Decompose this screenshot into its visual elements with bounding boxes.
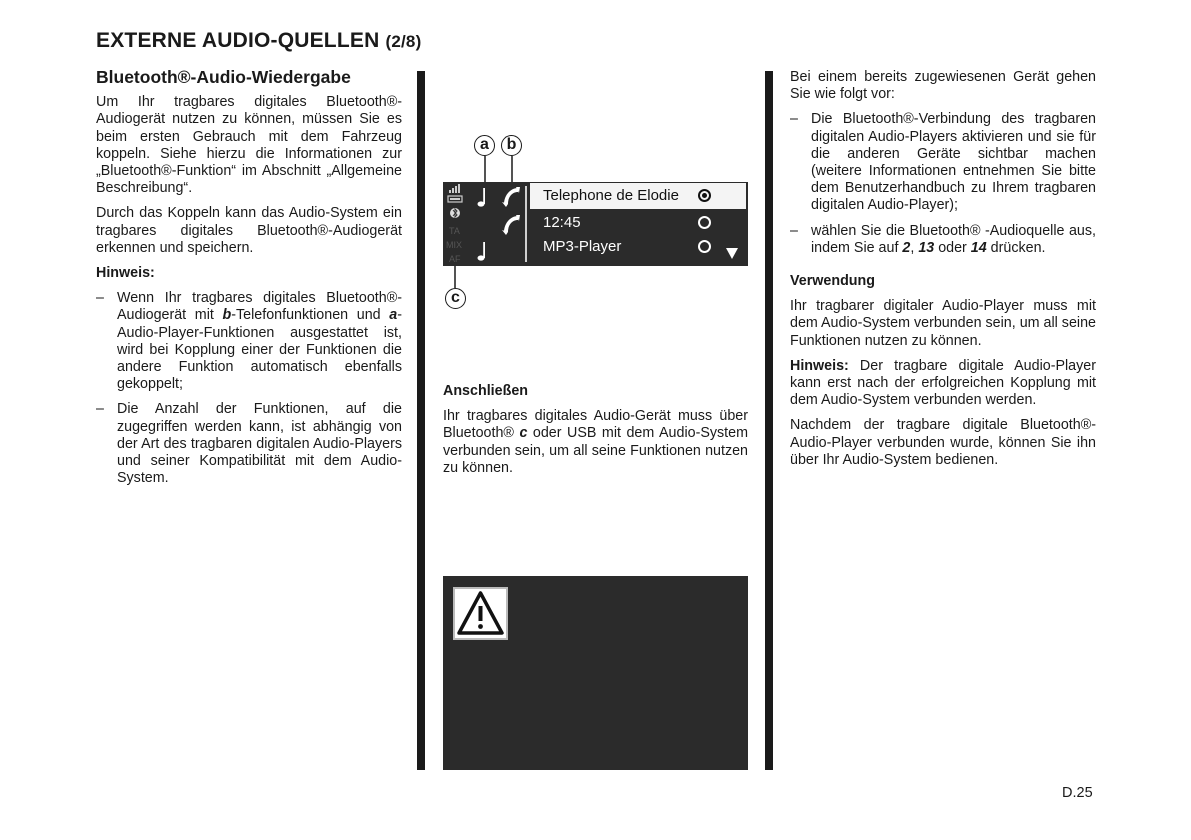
text-span: drücken. [986,239,1046,256]
callout-ref-a: a [389,307,398,324]
text-span: oder [934,239,971,256]
warning-icon-frame [453,587,508,640]
phone-icon [502,187,520,207]
status-icons [443,182,468,266]
warning-triangle-icon [455,589,506,638]
paragraph-operate: Nachdem der tragbare digitale Bluetooth®-Audio-Player verbunden wurde, können Sie ihn über Ihr Audio-System bedienen. [790,417,1096,468]
music-note-icon [478,242,486,261]
callout-ref-c: c [519,425,528,442]
scroll-down-arrow-icon[interactable] [725,246,739,260]
list-item-time[interactable] [530,210,746,236]
text-span: -Audio-Player-Funktionen ausgestattet ist, wird bei Kopplung einer der Funktionen die andere Funktion automatisch ebenfalls gekoppelt; [117,307,402,393]
list-item [790,111,1096,214]
list-item [790,223,1096,257]
paragraph-note [790,358,1096,410]
callout-a: a [474,135,495,156]
phone-icon [502,215,520,235]
key-ref: 14 [970,239,987,256]
list-item-mp3[interactable] [530,234,746,260]
title-text: EXTERNE AUDIO-QUELLEN [96,29,380,52]
list-item-telephone[interactable] [530,183,746,209]
list-dash: – [790,111,798,128]
page-number: D.25 [1062,785,1093,801]
note-heading: Hinweis: [96,265,155,282]
warning-box [443,576,748,770]
column-right [790,69,1096,477]
column-divider-right [765,71,773,770]
side-label-mix: MIX [446,240,463,250]
audio-display [443,182,748,266]
paragraph-connect [443,408,748,477]
section-heading-verwendung: Verwendung [790,273,875,290]
column-divider-left [417,71,425,770]
paragraph-pairing: Durch das Koppeln kann das Audio-System ein tragbares digitales Bluetooth®-Audiogerät erkennen und speichern. [96,205,402,256]
row-label: MP3-Player [543,238,622,255]
music-note-icon [478,188,486,207]
section-heading-bluetooth: Bluetooth®-Audio-Wiedergabe [96,67,351,87]
text-span: Ihr tragbares digitales Audio-Gerät muss über Bluetooth® [443,408,748,442]
section-heading-anschliessen: Anschließen [443,383,529,399]
function-icons [468,182,526,266]
text-span: wählen Sie die Bluetooth® -Audioquelle aus, indem Sie auf [811,222,1096,256]
key-ref: 13 [918,239,935,256]
radio-icon [698,216,711,229]
note-list [96,290,402,487]
text-span: -Telefonfunktionen und [231,307,390,324]
display-separator [525,186,527,262]
text-span: oder USB mit dem Audio-System verbunden sein, um all seine Funktionen nutzen zu können. [443,425,748,476]
steps-list [790,111,1096,257]
callout-b: b [501,135,522,156]
page-title [96,29,421,53]
text-span: Der tragbare digitale Audio-Player kann erst nach der erfolgreichen Kopplung mit dem Audio-System verbunden werden. [790,357,1096,409]
paragraph-assigned-device: Bei einem bereits zugewiesenen Gerät gehen Sie wie folgt vor: [790,69,1096,103]
row-label: 12:45 [543,214,581,231]
key-ref: 2 [902,239,911,256]
side-label-ta: TA [449,226,460,236]
callout-c: c [445,288,466,309]
text-span: Wenn Ihr tragbares digitales Bluetooth®-Audiogerät mit [117,290,402,324]
radio-icon [698,240,711,253]
list-dash: – [790,222,798,239]
list-item [96,401,402,487]
text-span: , [910,239,919,256]
row-label: Telephone de Elodie [543,187,679,204]
paragraph-intro: Um Ihr tragbares digitales Bluetooth®-Audiogerät nutzen zu können, müssen Sie es beim ersten Gebrauch mit dem Fahrzeug koppeln. Siehe hierzu die Informationen zur „Bluetooth®-Funktion“ im Abschnitt „Allgemeine Beschreibung“. [96,94,402,197]
list-dash: – [96,290,104,307]
title-part: (2/8) [385,32,422,51]
side-label-af: AF [449,254,461,264]
radio-selected-icon [698,189,711,202]
text-span: Die Anzahl der Funktionen, auf die zugegriffen werden kann, ist abhängig von der Art des tragbaren digitalen Audio-Players und seiner Kompatibilität mit dem Audio-System. [117,401,402,487]
note-label: Hinweis: [790,357,849,374]
column-left [96,69,402,495]
list-item [96,290,402,393]
list-dash: – [96,401,104,418]
paragraph-usage: Ihr tragbarer digitaler Audio-Player muss mit dem Audio-System verbunden sein, um all seine Funktionen nutzen zu können. [790,298,1096,349]
column-middle [443,383,748,485]
callout-ref-b: b [222,307,232,324]
text-span: Die Bluetooth®-Verbindung des tragbaren digitalen Audio-Players aktivieren und sie für die anderen Geräte sichtbar machen (weitere Informationen entnehmen Sie bitte dem Benutzerhandbuch zu Ihrem tragbaren digitalen Audio-Player); [811,111,1096,214]
